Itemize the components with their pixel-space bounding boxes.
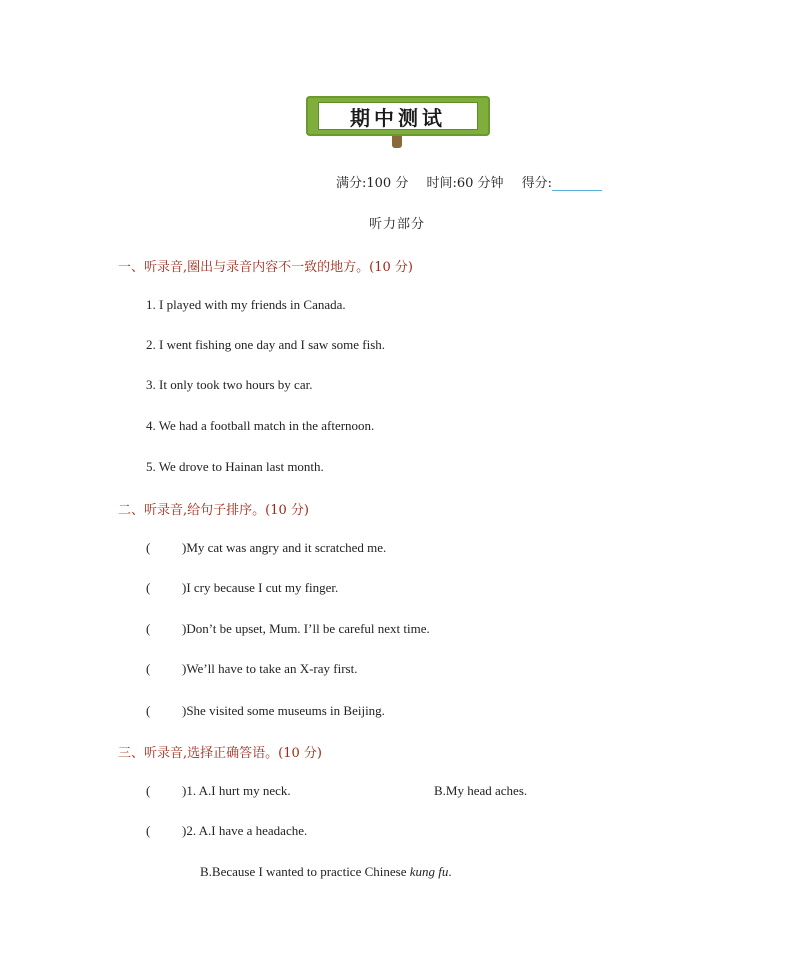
score-line bbox=[336, 172, 616, 191]
answer-blank[interactable]: ( bbox=[146, 621, 151, 636]
section1-item: 3. It only took two hours by car. bbox=[146, 377, 313, 392]
section3-q2 bbox=[146, 823, 307, 839]
section2-item bbox=[146, 703, 385, 719]
q2-option-b-suffix: . bbox=[448, 864, 452, 879]
q1-option-a: )1. A.I hurt my neck. bbox=[182, 783, 291, 798]
section3-q1 bbox=[146, 783, 291, 799]
banner-post bbox=[392, 136, 402, 148]
answer-blank[interactable]: ( bbox=[146, 540, 151, 555]
section2-item bbox=[146, 540, 386, 556]
sentence-text: )She visited some museums in Beijing. bbox=[182, 703, 385, 718]
section1-heading: 一、听录音,圈出与录音内容不一致的地方。(10 分) bbox=[118, 260, 413, 275]
answer-blank[interactable]: ( bbox=[146, 661, 151, 676]
answer-blank[interactable]: ( bbox=[146, 783, 151, 798]
section1-item: 5. We drove to Hainan last month. bbox=[146, 459, 324, 474]
section2-item bbox=[146, 580, 338, 596]
sentence-text: )My cat was angry and it scratched me. bbox=[182, 540, 387, 555]
section3-heading: 三、听录音,选择正确答语。(10 分) bbox=[118, 746, 322, 761]
full-marks: 满分:100 分 bbox=[336, 176, 409, 191]
sentence-text: )I cry because I cut my finger. bbox=[182, 580, 339, 595]
score-blank[interactable] bbox=[552, 178, 602, 191]
q2-option-b bbox=[200, 864, 452, 880]
sentence-text: )We’ll have to take an X-ray first. bbox=[182, 661, 358, 676]
score-label: 得分: bbox=[521, 176, 553, 191]
answer-blank[interactable]: ( bbox=[146, 580, 151, 595]
answer-blank[interactable]: ( bbox=[146, 823, 151, 838]
section1-item: 2. I went fishing one day and I saw some fish. bbox=[146, 337, 386, 352]
part-title: 听力部分 bbox=[368, 217, 425, 232]
page-title: 期中测试 bbox=[318, 102, 478, 130]
title-banner bbox=[306, 96, 490, 136]
section2-item bbox=[146, 621, 430, 637]
q2-option-a: )2. A.I have a headache. bbox=[182, 823, 308, 838]
section2-heading: 二、听录音,给句子排序。(10 分) bbox=[118, 503, 309, 518]
q2-option-b-italic: kung fu bbox=[409, 864, 449, 879]
q1-option-b: B.My head aches. bbox=[434, 783, 528, 798]
exam-time: 时间:60 分钟 bbox=[426, 176, 504, 191]
answer-blank[interactable]: ( bbox=[146, 703, 151, 718]
section1-item: 1. I played with my friends in Canada. bbox=[146, 297, 346, 312]
section2-item bbox=[146, 661, 357, 677]
q2-option-b-text: B.Because I wanted to practice Chinese bbox=[200, 864, 410, 879]
section1-item: 4. We had a football match in the afternoon. bbox=[146, 418, 375, 433]
sentence-text: )Don’t be upset, Mum. I’ll be careful next time. bbox=[182, 621, 430, 636]
